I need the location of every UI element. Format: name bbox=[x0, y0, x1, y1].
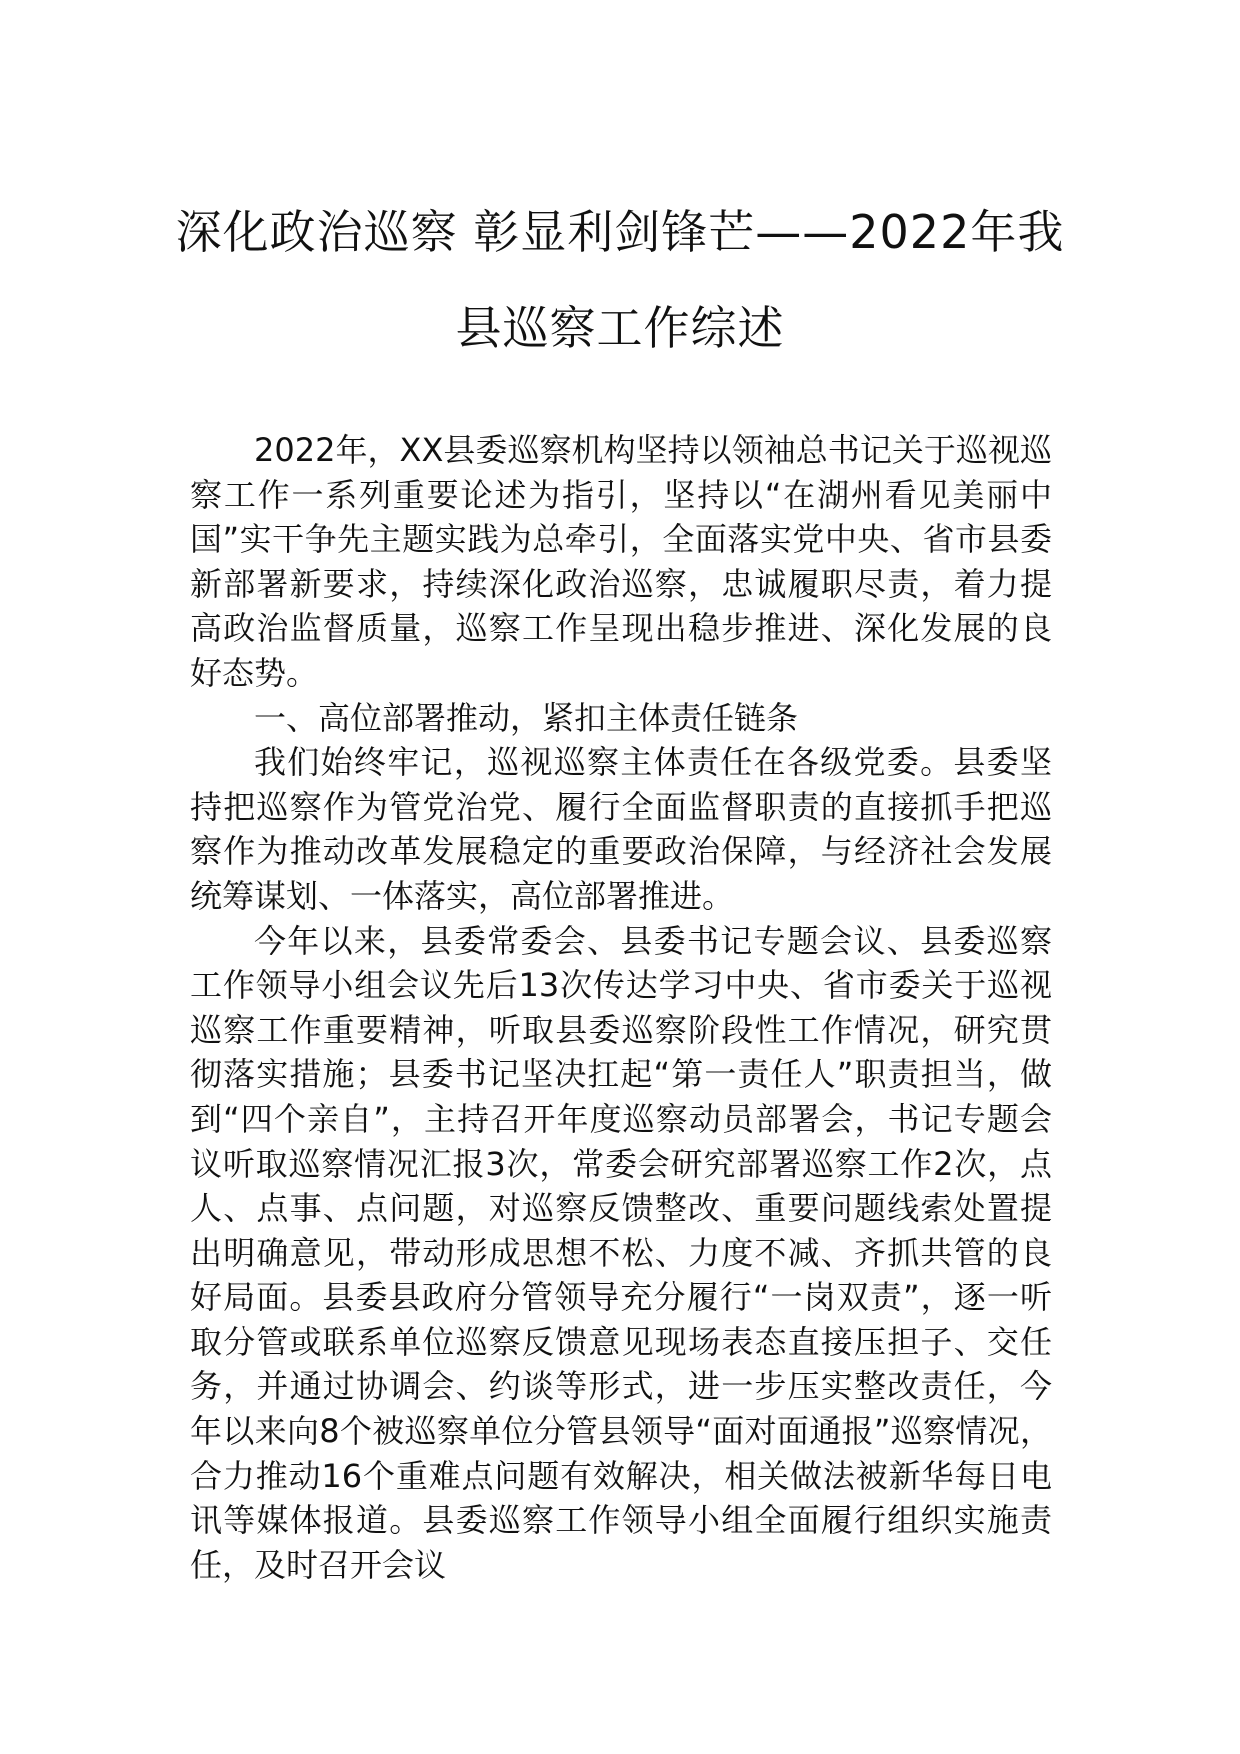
document-title: 深化政治巡察 彰显利剑锋芒——2022年我县巡察工作综述 bbox=[175, 205, 1065, 355]
document-body bbox=[190, 428, 1052, 1587]
paragraph-responsibility: 我们始终牢记，巡视巡察主体责任在各级党委。县委坚持把巡察作为管党治党、履行全面监督职责的直接抓手把巡察作为推动改革发展稳定的重要政治保障，与经济社会发展统筹谋划、一体落实，高位部署推进。 bbox=[190, 743, 1052, 915]
section-heading-1: 一、高位部署推动，紧扣主体责任链条 bbox=[254, 698, 799, 737]
paragraph-this-year: 今年以来，县委常委会、县委书记专题会议、县委巡察工作领导小组会议先后13次传达学习中央、省市委关于巡视巡察工作重要精神，听取县委巡察阶段性工作情况，研究贯彻落实措施；县委书记坚决扛起“第一责任人”职责担当，做到“四个亲自”，主持召开年度巡察动员部署会，书记专题会议听取巡察情况汇报3次，常委会研究部署巡察工作2次，点人、点事、点问题，对巡察反馈整改、重要问题线索处置提出明确意见，带动形成思想不松、力度不减、齐抓共管的良好局面。县委县政府分管领导充分履行“一岗双责”，逐一听取分管或联系单位巡察反馈意见现场表态直接压担子、交任务，并通过协调会、约谈等形式，进一步压实整改责任，今年以来向8个被巡察单位分管县领导“面对面通报”巡察情况，合力推动16个重难点问题有效解决，相关做法被新华每日电讯等媒体报道。县委巡察工作领导小组全面履行组织实施责任，及时召开会议 bbox=[190, 921, 1052, 1584]
paragraph-intro: 2022年，XX县委巡察机构坚持以领袖总书记关于巡视巡察工作一系列重要论述为指引，坚持以“在湖州看见美丽中国”实干争先主题实践为总牵引，全面落实党中央、省市县委新部署新要求，持续深化政治巡察，忠诚履职尽责，着力提高政治监督质量，巡察工作呈现出稳步推进、深化发展的良好态势。 bbox=[190, 431, 1052, 692]
